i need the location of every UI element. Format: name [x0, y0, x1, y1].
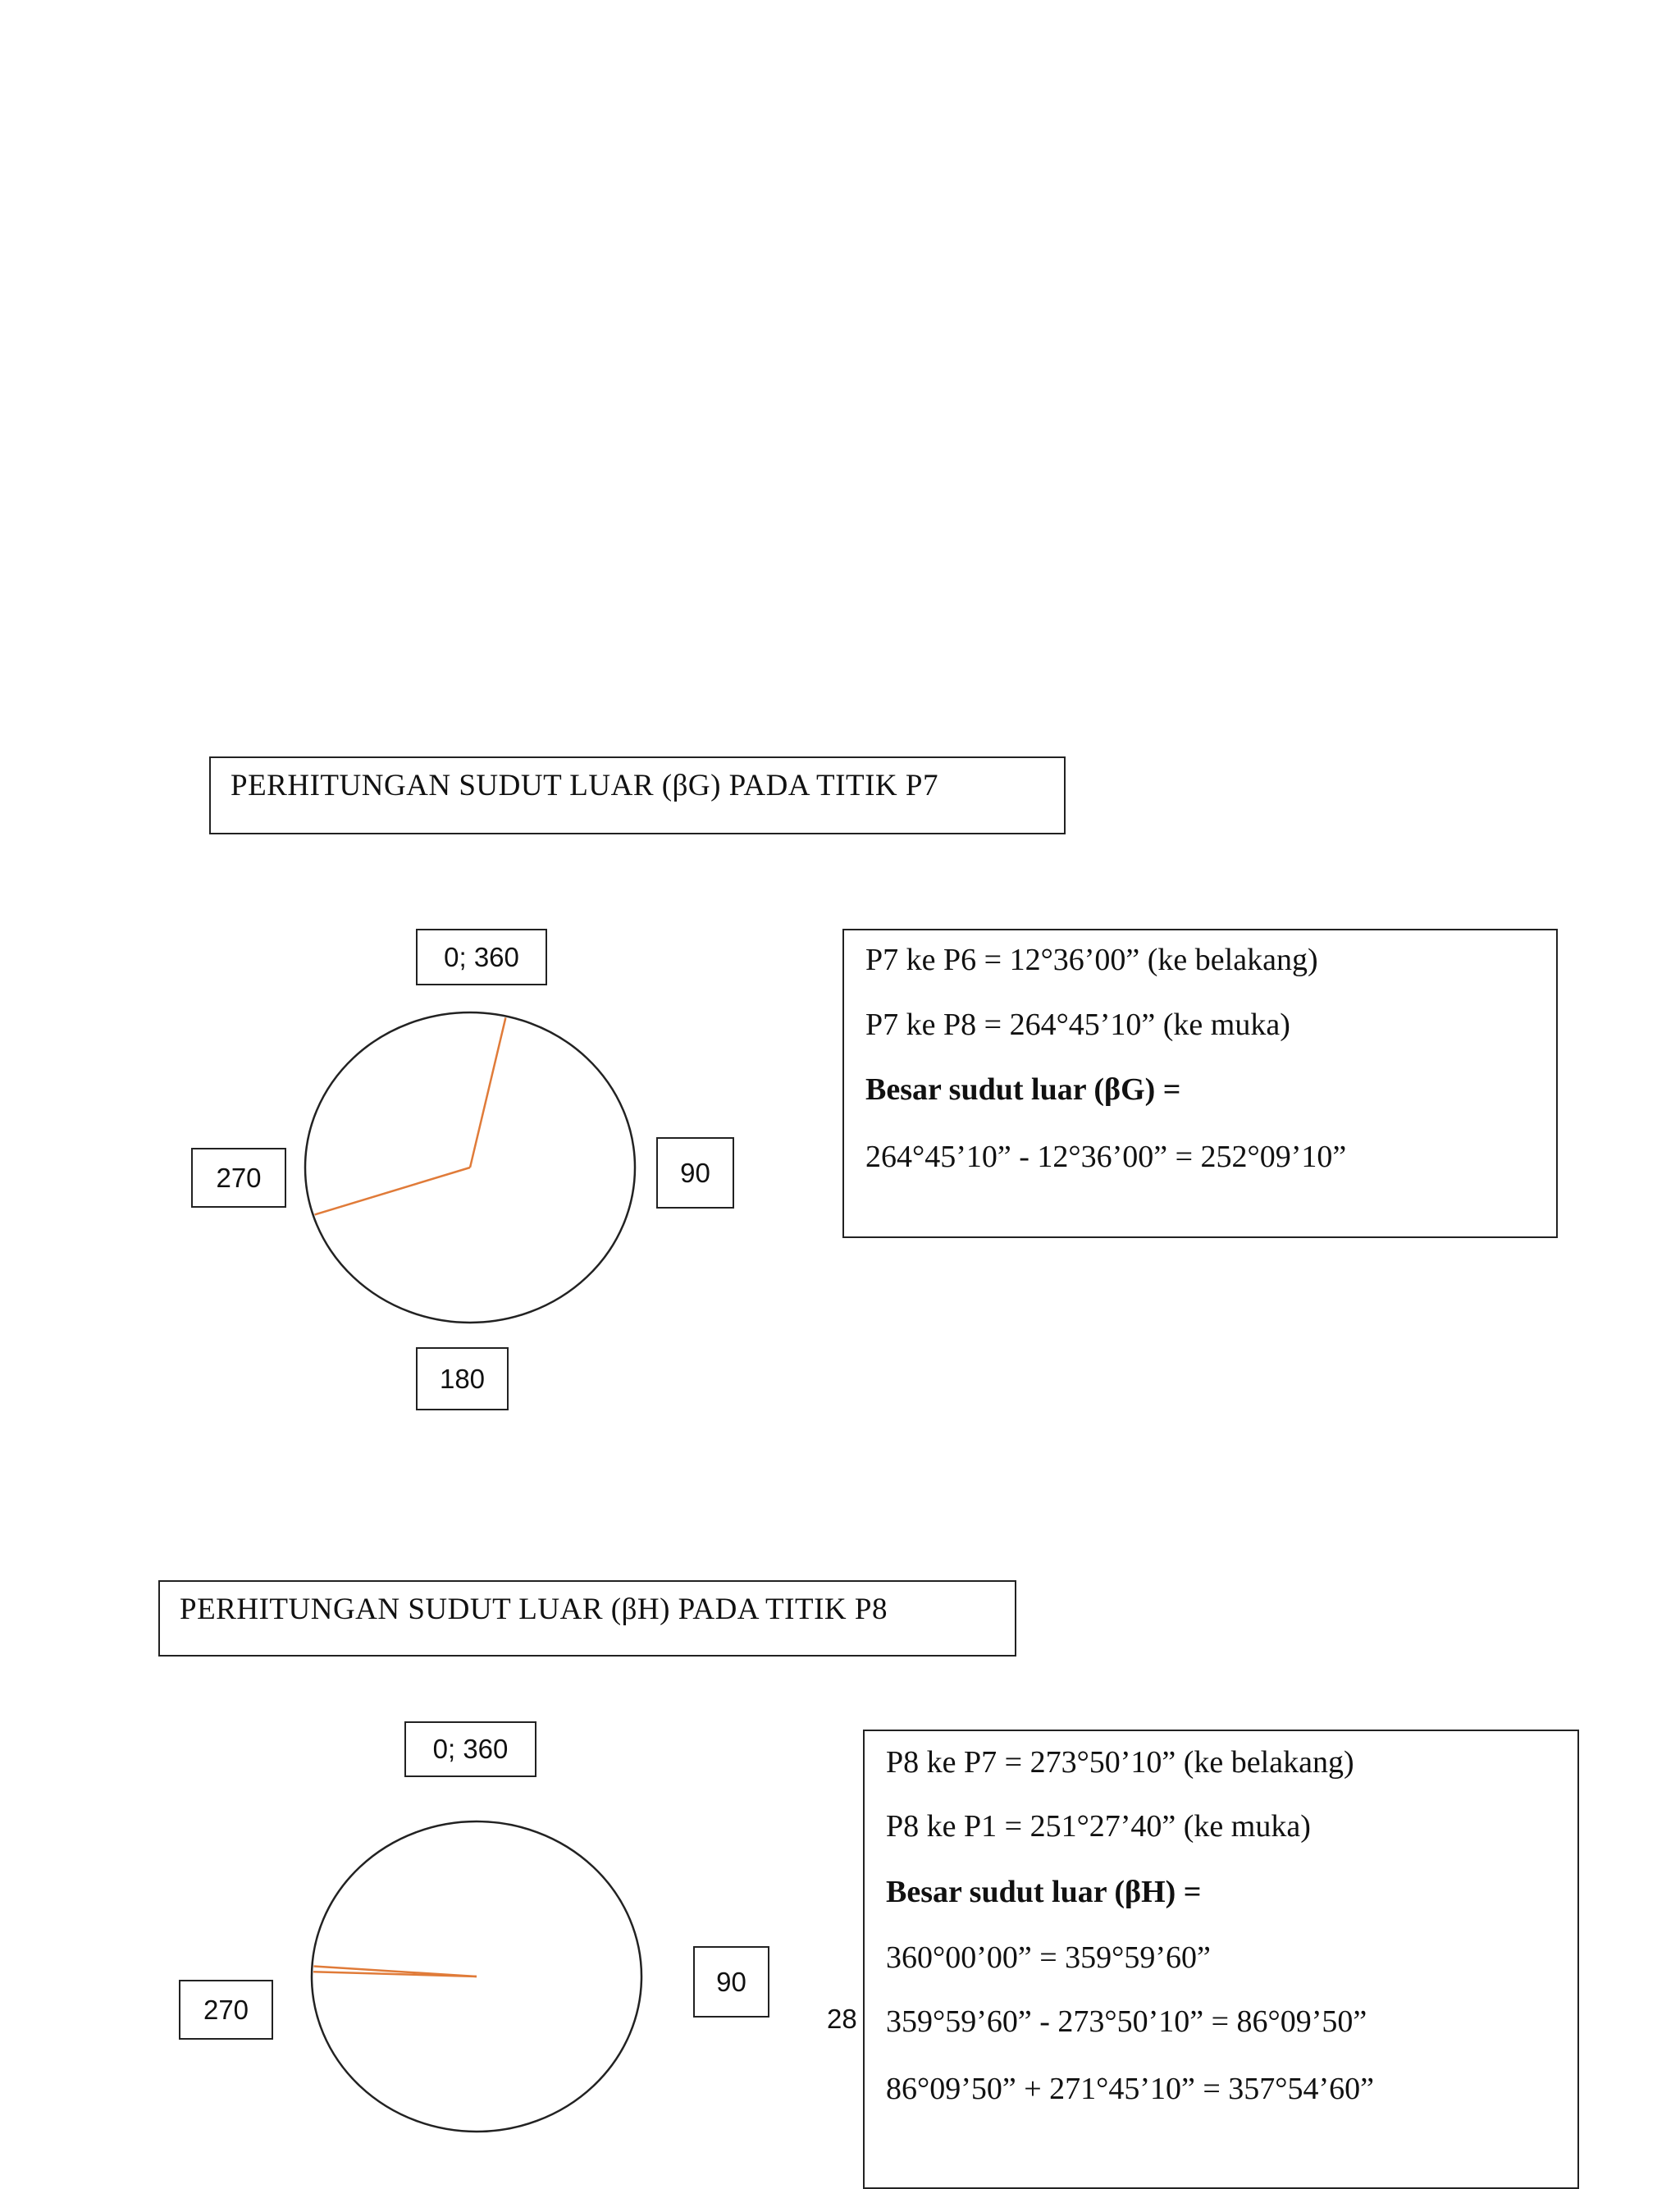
section-h-label-left: 270 [179, 1980, 273, 2040]
section-g-title: PERHITUNGAN SUDUT LUAR (βG) PADA TITIK P7 [231, 769, 938, 802]
calc-line: 264°45’10” - 12°36’00” = 252°09’10” [865, 1140, 1347, 1174]
calc-line: P7 ke P8 = 264°45’10” (ke muka) [865, 1008, 1290, 1042]
section-g-label-left: 270 [191, 1148, 286, 1208]
calc-line: 86°09’50” + 271°45’10” = 357°54’60” [886, 2072, 1375, 2106]
section-h-title: PERHITUNGAN SUDUT LUAR (βH) PADA TITIK P8 [180, 1593, 888, 1626]
section-g-label-right: 90 [656, 1137, 734, 1209]
section-h-title-box [158, 1580, 1016, 1657]
section-h-calc-box [863, 1730, 1579, 2189]
bearing-line-2 [315, 1168, 470, 1214]
section-g-label-bottom: 180 [416, 1347, 509, 1410]
calc-line: 360°00’00” = 359°59’60” [886, 1940, 1211, 1975]
section-g-label-top: 0; 360 [416, 929, 547, 985]
calc-line: Besar sudut luar (βG) = [865, 1072, 1181, 1107]
bearing-line-1 [470, 1017, 505, 1168]
section-h-angle-dial [310, 1820, 645, 2133]
calc-line: P7 ke P6 = 12°36’00” (ke belakang) [865, 943, 1318, 977]
page-number: 28 [827, 2004, 857, 2034]
section-h-label-right: 90 [693, 1946, 769, 2018]
section-g-angle-dial [304, 1011, 638, 1324]
section-g-title-box [209, 756, 1066, 834]
section-h-label-top: 0; 360 [404, 1721, 536, 1777]
calc-line: 359°59’60” - 273°50’10” = 86°09’50” [886, 2004, 1367, 2039]
calc-line: P8 ke P7 = 273°50’10” (ke belakang) [886, 1745, 1354, 1780]
calc-line: Besar sudut luar (βH) = [886, 1875, 1202, 1909]
calc-line: P8 ke P1 = 251°27’40” (ke muka) [886, 1809, 1311, 1844]
section-g-calc-box [842, 929, 1558, 1238]
